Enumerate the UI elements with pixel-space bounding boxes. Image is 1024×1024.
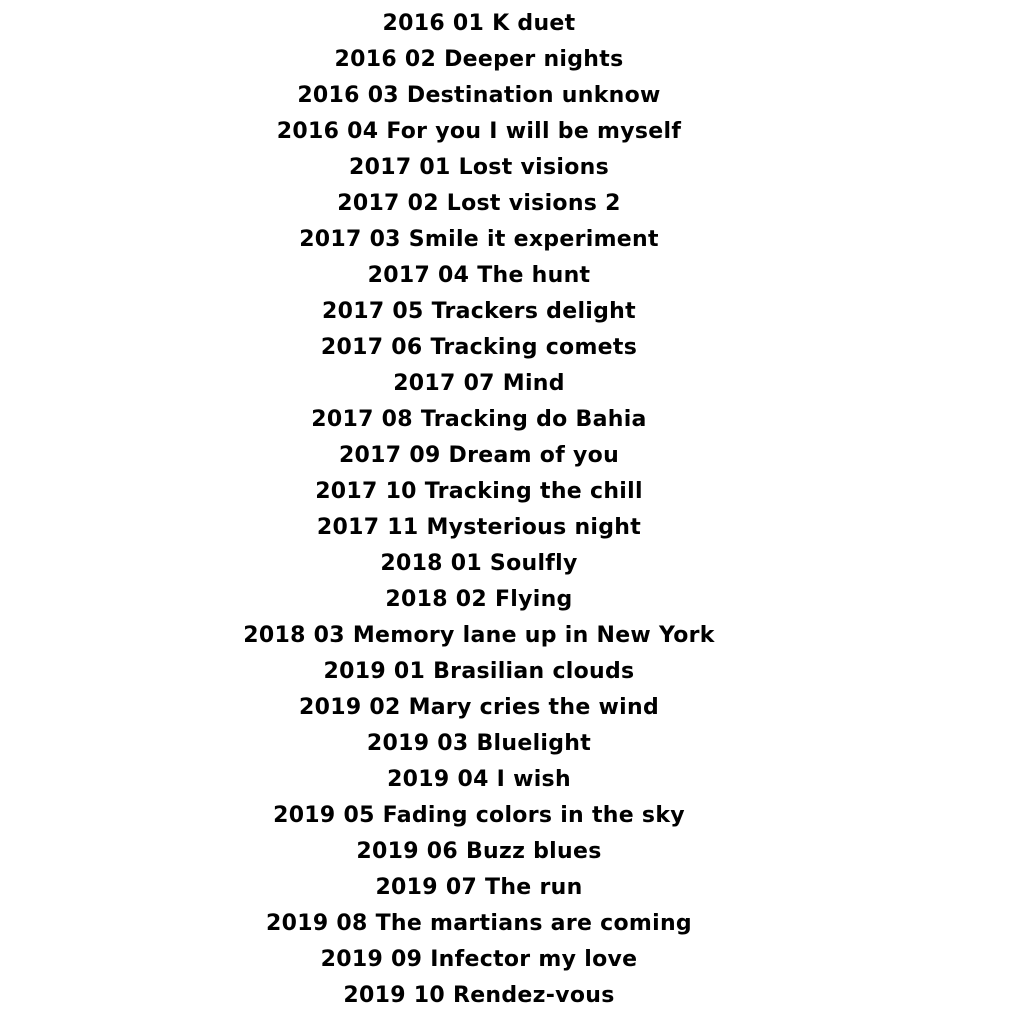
track-item: 2019 10 Rendez-vous [343, 983, 615, 1008]
track-item: 2019 06 Buzz blues [356, 839, 602, 864]
track-item: 2017 07 Mind [393, 371, 565, 396]
track-item: 2019 05 Fading colors in the sky [273, 803, 685, 828]
track-item: 2016 04 For you I will be myself [276, 119, 682, 144]
track-item: 2017 03 Smile it experiment [299, 227, 659, 252]
track-item: 2016 01 K duet [382, 11, 576, 36]
track-item: 2016 02 Deeper nights [334, 47, 624, 72]
track-item: 2017 08 Tracking do Bahia [311, 407, 647, 432]
track-item: 2017 10 Tracking the chill [315, 479, 643, 504]
track-item: 2017 02 Lost visions 2 [337, 191, 621, 216]
track-item: 2017 05 Trackers delight [322, 299, 636, 324]
track-item: 2017 04 The hunt [367, 263, 591, 288]
track-item: 2016 03 Destination unknow [297, 83, 661, 108]
track-item: 2017 11 Mysterious night [316, 515, 642, 540]
track-item: 2019 07 The run [375, 875, 583, 900]
track-item: 2019 03 Bluelight [366, 731, 592, 756]
track-item: 2019 01 Brasilian clouds [323, 659, 635, 684]
track-item: 2018 03 Memory lane up in New York [243, 623, 715, 648]
track-item: 2019 08 The martians are coming [266, 911, 692, 936]
track-item: 2019 09 Infector my love [320, 947, 638, 972]
track-item: 2019 02 Mary cries the wind [299, 695, 659, 720]
track-list [0, 6, 958, 1014]
track-item: 2018 02 Flying [385, 587, 573, 612]
track-item: 2017 09 Dream of you [338, 443, 620, 468]
track-item: 2017 01 Lost visions [349, 155, 609, 180]
track-item: 2018 01 Soulfly [380, 551, 578, 576]
track-item: 2017 06 Tracking comets [320, 335, 638, 360]
track-item: 2019 04 I wish [387, 767, 571, 792]
